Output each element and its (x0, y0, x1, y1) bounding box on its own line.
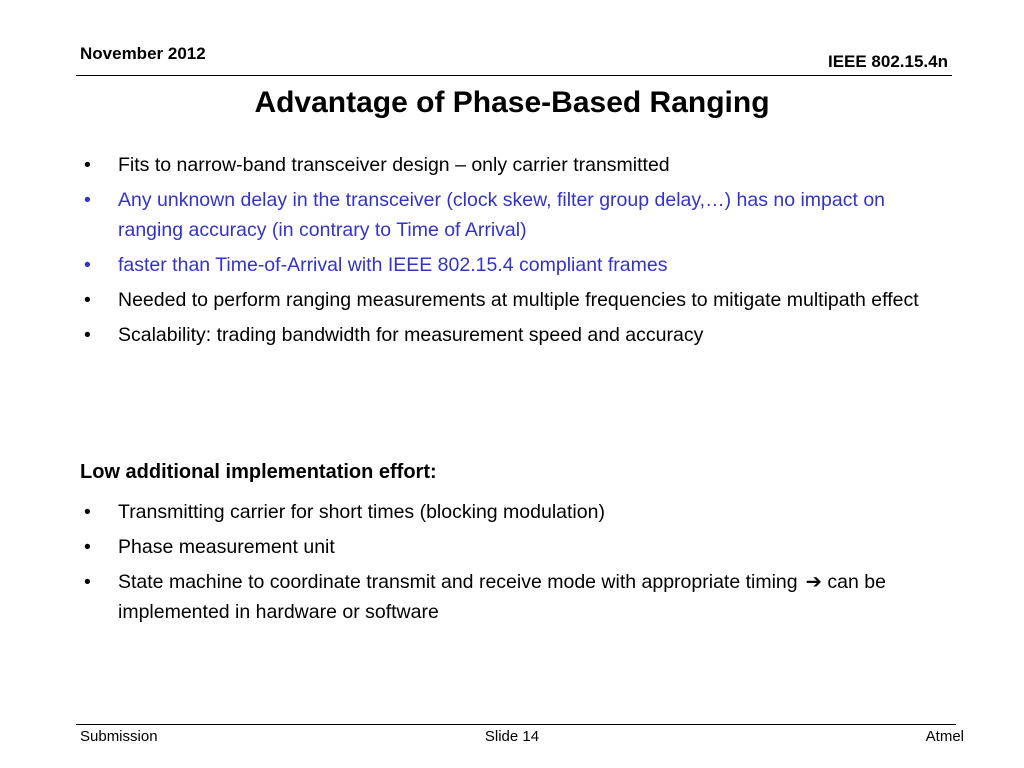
list-item-highlighted (80, 185, 940, 245)
footer-slide-number: Slide 14 (484, 728, 540, 745)
bullet-icon: • (84, 189, 91, 211)
bullet-icon: • (84, 254, 91, 276)
bullet-text: Scalability: trading bandwidth for measurement speed and accuracy (118, 324, 704, 346)
right-arrow-icon: ➔ (805, 571, 822, 593)
header-standard: IEEE 802.15.4n (827, 52, 948, 71)
bullet-icon: • (84, 571, 91, 593)
list-item (80, 150, 940, 180)
list-item-highlighted (80, 250, 940, 280)
bullet-icon: • (84, 154, 91, 176)
bullet-text-before-arrow: State machine to coordinate transmit and receive mode with appropriate timing (118, 571, 798, 593)
effort-list (80, 497, 940, 632)
bullet-text: Any unknown delay in the transceiver (clock skew, filter group delay,…) has no impact on ranging accuracy (in contrary to Time of Arrival) (118, 189, 886, 241)
footer-divider (76, 724, 956, 725)
bullet-text-after-arrow: can be implemented in hardware or software (118, 571, 886, 623)
header-date: November 2012 (80, 44, 206, 63)
list-item (80, 285, 940, 315)
bullet-text: Needed to perform ranging measurements at multiple frequencies to mitigate multipath effect (118, 289, 919, 311)
bullet-text: Fits to narrow-band transceiver design – only carrier transmitted (118, 154, 670, 176)
bullet-text: Phase measurement unit (118, 536, 335, 558)
bullet-icon: • (84, 324, 91, 346)
list-item (80, 532, 940, 562)
footer-submission: Submission (80, 728, 158, 745)
footer-company: Atmel (925, 728, 964, 745)
list-item (80, 320, 940, 350)
header-divider (76, 75, 952, 76)
bullet-icon: • (84, 536, 91, 558)
bullet-icon: • (84, 501, 91, 523)
bullet-text: faster than Time-of-Arrival with IEEE 802.15.4 compliant frames (118, 254, 668, 276)
bullet-text: Transmitting carrier for short times (blocking modulation) (118, 501, 605, 523)
list-item (80, 497, 940, 527)
list-item (80, 567, 940, 627)
section-subheading: Low additional implementation effort: (80, 461, 437, 483)
advantages-list (80, 150, 940, 355)
bullet-icon: • (84, 289, 91, 311)
slide-title: Advantage of Phase-Based Ranging (254, 86, 770, 119)
